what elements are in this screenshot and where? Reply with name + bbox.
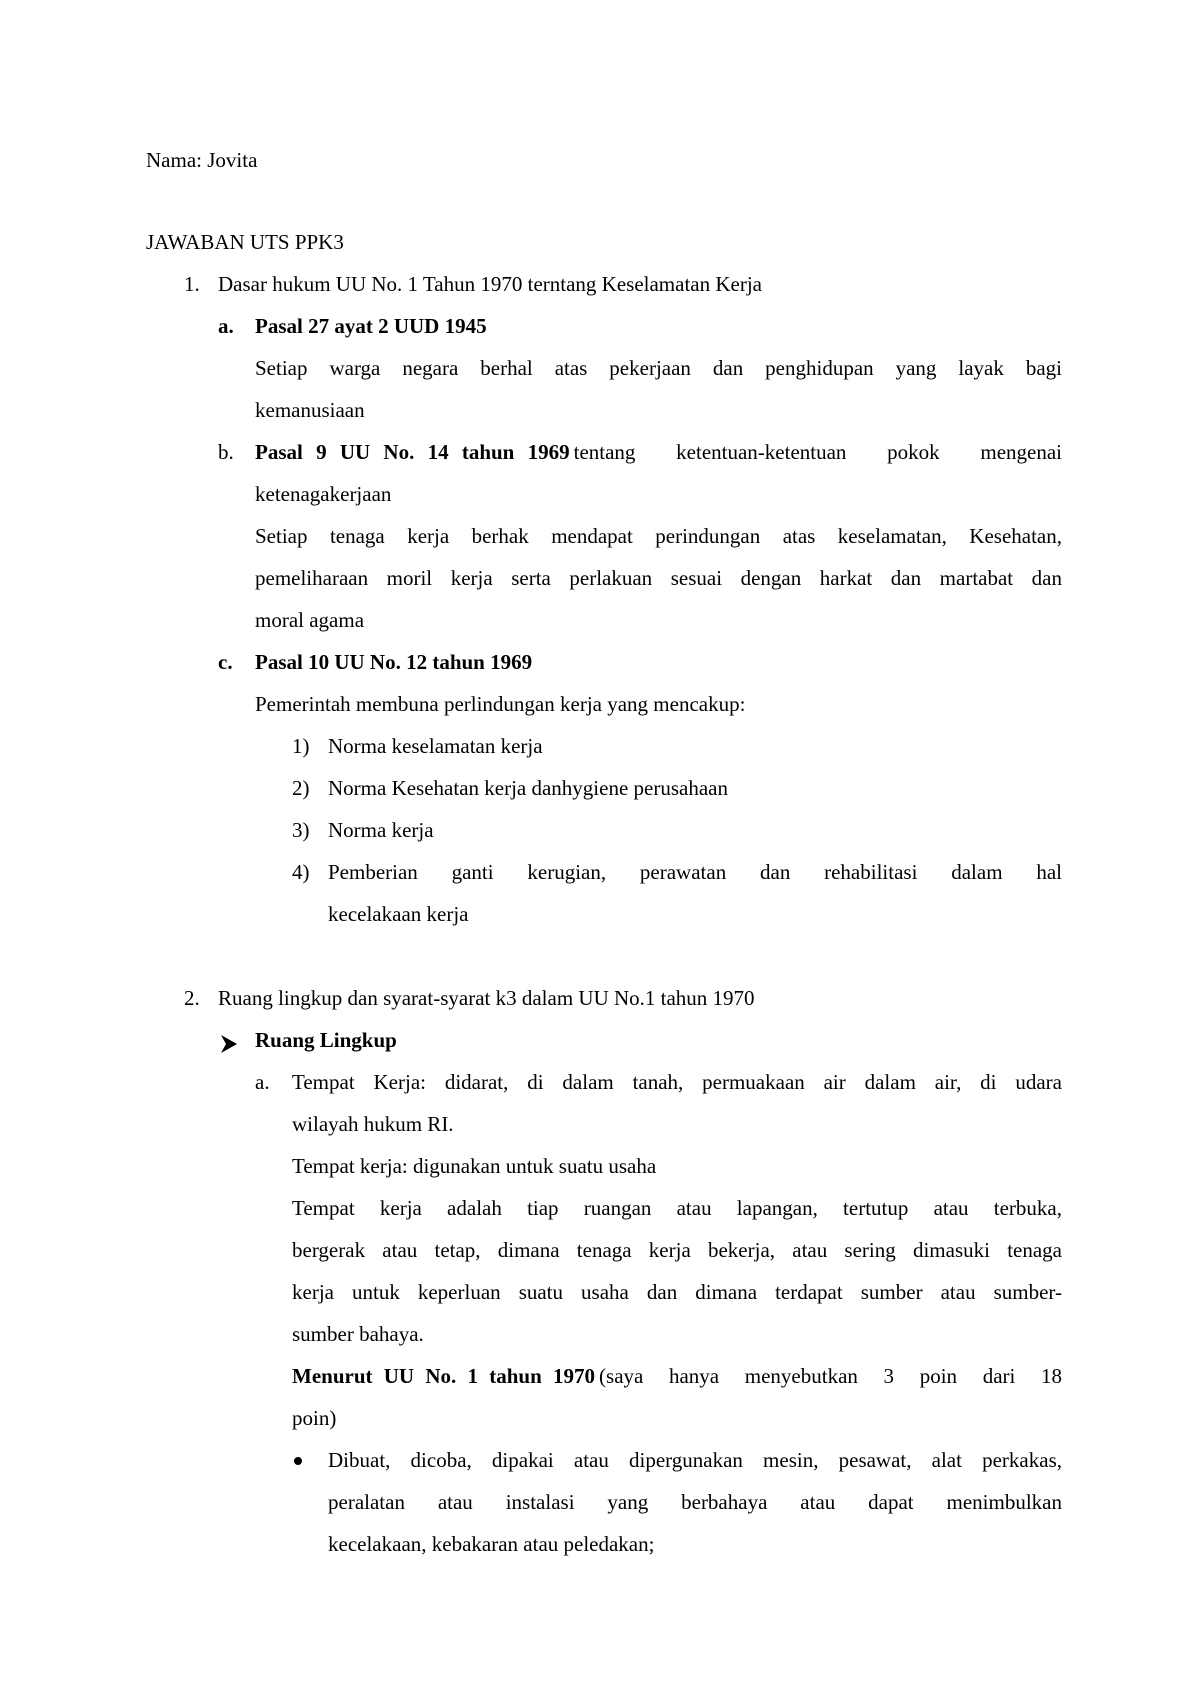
q2a-paragraph-line3: kerja untuk keperluan suatu usaha dan dimana terdapat sumber atau sumber- [292,1280,1062,1304]
q2-section-title: Ruang Lingkup [255,1028,397,1052]
q2a-bullet-line2: peralatan atau instalasi yang berbahaya atau dapat menimbulkan [328,1490,1062,1514]
q1c-item2-marker: 2) [292,776,310,800]
q2a-paragraph-line1: Tempat kerja adalah tiap ruangan atau lapangan, tertutup atau terbuka, [292,1196,1062,1220]
arrow-right-icon [218,1033,240,1055]
q1c-item3-marker: 3) [292,818,310,842]
q1c-item1-marker: 1) [292,734,310,758]
document-title: JAWABAN UTS PPK3 [146,230,344,254]
q1c-item4-text-line2: kecelakaan kerja [328,902,469,926]
q1b-body-line1: Setiap tenaga kerja berhak mendapat perindungan atas keselamatan, Kesehatan, [255,524,1062,548]
q1c-item3-text: Norma kerja [328,818,434,842]
q1c-item4-marker: 4) [292,860,310,884]
q1c-item1-text: Norma keselamatan kerja [328,734,543,758]
q1-number: 1. [184,272,200,296]
q1b-heading-line2: ketenagakerjaan [255,482,392,506]
q2a-paragraph-line2: bergerak atau tetap, dimana tenaga kerja bekerja, atau sering dimasuki tenaga [292,1238,1062,1262]
q1c-heading: Pasal 10 UU No. 12 tahun 1969 [255,650,533,674]
q2a-paragraph-line4: sumber bahaya. [292,1322,424,1346]
q1-text: Dasar hukum UU No. 1 Tahun 1970 terntang Keselamatan Kerja [218,272,762,296]
q1c-marker: c. [218,650,233,674]
bullet-icon [294,1457,302,1465]
name-line: Nama: Jovita [146,148,258,172]
q1c-intro: Pemerintah membuna perlindungan kerja yang mencakup: [255,692,746,716]
q1b-marker: b. [218,440,234,464]
q1c-item2-text: Norma Kesehatan kerja danhygiene perusahaan [328,776,728,800]
q1b-heading-line1 [255,438,1062,466]
q1a-heading: Pasal 27 ayat 2 UUD 1945 [255,314,487,338]
q2a-line3: Tempat kerja: digunakan untuk suatu usaha [292,1154,657,1178]
q1b-body-line3: moral agama [255,608,365,632]
q2a-marker: a. [255,1070,270,1094]
q2-text: Ruang lingkup dan syarat-syarat k3 dalam UU No.1 tahun 1970 [218,986,755,1010]
q1c-item4-text: Pemberian ganti kerugian, perawatan dan rehabilitasi dalam hal [328,860,1062,884]
q1b-heading-bold: Pasal 9 UU No. 14 tahun 1969 [255,440,570,464]
q2a-bullet-line3: kecelakaan, kebakaran atau peledakan; [328,1532,655,1556]
q2a-menurut-bold: Menurut UU No. 1 tahun 1970 [292,1364,596,1388]
q2a-bullet-line1: Dibuat, dicoba, dipakai atau dipergunakan mesin, pesawat, alat perkakas, [328,1448,1062,1472]
q2a-menurut-rest: (saya hanya menyebutkan 3 poin dari 18 [599,1364,1062,1388]
q2-number: 2. [184,986,200,1010]
q1a-body-line1: Setiap warga negara berhal atas pekerjaan dan penghidupan yang layak bagi [255,356,1062,380]
q2a-line2: wilayah hukum RI. [292,1112,454,1136]
q1b-body-line2: pemeliharaan moril kerja serta perlakuan sesuai dengan harkat dan martabat dan [255,566,1062,590]
q1a-marker: a. [218,314,234,338]
q2a-line1: Tempat Kerja: didarat, di dalam tanah, permuakaan air dalam air, di udara [292,1070,1062,1094]
q2a-menurut-line2: poin) [292,1406,337,1430]
q2a-menurut-line1 [292,1362,1062,1390]
q1a-body-line2: kemanusiaan [255,398,365,422]
q1b-heading-rest: tentang ketentuan-ketentuan pokok mengenai [573,440,1062,464]
